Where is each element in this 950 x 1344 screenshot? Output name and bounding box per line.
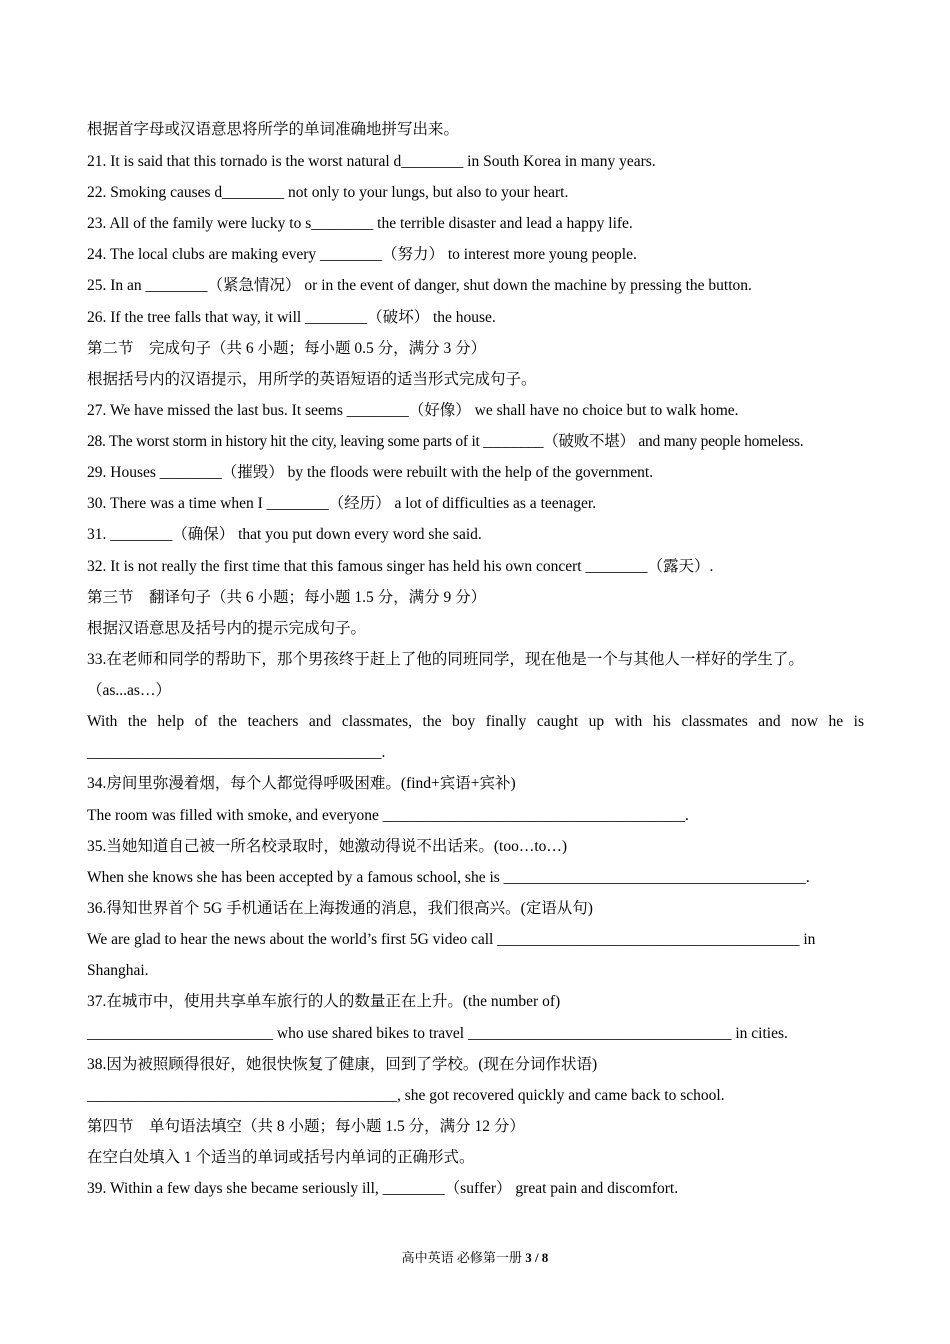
question-34-english: The room was filled with smoke, and everyone _______________________________________.	[87, 807, 689, 824]
question-33-chinese: 33.在老师和同学的帮助下，那个男孩终于赶上了他的同班同学，现在他是一个与其他人一样好的学生了。	[87, 651, 804, 668]
question-30: 30. There was a time when I ________（经历） a lot of difficulties as a teenager.	[87, 495, 597, 512]
question-27: 27. We have missed the last bus. It seems ________（好像） we shall have no choice but to walk home.	[87, 402, 739, 419]
question-32: 32. It is not really the first time that this famous singer has held his own concert ________（露天）.	[87, 558, 714, 575]
question-23: 23. All of the family were lucky to s________ the terrible disaster and lead a happy life.	[87, 215, 633, 232]
question-21: 21. It is said that this tornado is the worst natural d________ in South Korea in many years.	[87, 153, 656, 170]
section-4-title: 第四节 单句语法填空（共 8 小题；每小题 1.5 分，满分 12 分）	[87, 1118, 525, 1135]
question-38-english: ________________________________________, she got recovered quickly and came back to school.	[87, 1087, 725, 1104]
question-22: 22. Smoking causes d________ not only to your lungs, but also to your heart.	[87, 184, 569, 201]
section-2-title: 第二节 完成句子（共 6 小题；每小题 0.5 分，满分 3 分）	[87, 340, 487, 357]
question-24: 24. The local clubs are making every ________（努力） to interest more young people.	[87, 246, 637, 263]
question-33-english: With the help of the teachers and classmates, the boy finally caught up with his classmates and now he is	[87, 713, 864, 730]
page-number: 3 / 8	[525, 1250, 549, 1265]
question-25: 25. In an ________（紧急情况） or in the event of danger, shut down the machine by pressing the button.	[87, 277, 752, 294]
question-39: 39. Within a few days she became seriously ill, ________（suffer） great pain and discomfort.	[87, 1180, 679, 1197]
question-29: 29. Houses ________（摧毁） by the floods were rebuilt with the help of the government.	[87, 464, 654, 481]
question-36-chinese: 36.得知世界首个 5G 手机通话在上海拨通的消息，我们很高兴。(定语从句)	[87, 900, 593, 917]
question-33-hint: （as...as…）	[87, 682, 171, 699]
question-36-english: We are glad to hear the news about the world’s first 5G video call _______________________________________ in	[87, 931, 816, 948]
question-37-english: ________________________ who use shared bikes to travel __________________________________ in cities.	[87, 1025, 788, 1042]
question-26: 26. If the tree falls that way, it will ________（破坏） the house.	[87, 309, 496, 326]
question-38-chinese: 38.因为被照顾得很好，她很快恢复了健康，回到了学校。(现在分词作状语)	[87, 1056, 598, 1073]
question-34-chinese: 34.房间里弥漫着烟，每个人都觉得呼吸困难。(find+宾语+宾补)	[87, 775, 516, 792]
page-footer	[0, 1247, 950, 1266]
question-28: 28. The worst storm in history hit the city, leaving some parts of it ________（破败不堪） and many people homeless.	[87, 433, 804, 450]
question-31: 31. ________（确保） that you put down every word she said.	[87, 526, 482, 543]
question-35-chinese: 35.当她知道自己被一所名校录取时，她激动得说不出话来。(too…to…)	[87, 838, 568, 855]
section-2-instruction: 根据括号内的汉语提示，用所学的英语短语的适当形式完成句子。	[87, 371, 537, 388]
footer-text: 高中英语 必修第一册	[401, 1250, 526, 1265]
question-33-answer-blank: ______________________________________.	[87, 744, 386, 761]
question-37-chinese: 37.在城市中，使用共享单车旅行的人的数量正在上升。(the number of)	[87, 993, 561, 1010]
section-3-title: 第三节 翻译句子（共 6 小题；每小题 1.5 分，满分 9 分）	[87, 589, 487, 606]
section-3-instruction: 根据汉语意思及括号内的提示完成句子。	[87, 620, 367, 637]
question-35-english: When she knows she has been accepted by a famous school, she is _______________________________________.	[87, 869, 810, 886]
instruction-part1: 根据首字母或汉语意思将所学的单词准确地拼写出来。	[87, 121, 460, 138]
question-36-english-continued: Shanghai.	[87, 962, 149, 979]
section-4-instruction: 在空白处填入 1 个适当的单词或括号内单词的正确形式。	[87, 1149, 475, 1166]
